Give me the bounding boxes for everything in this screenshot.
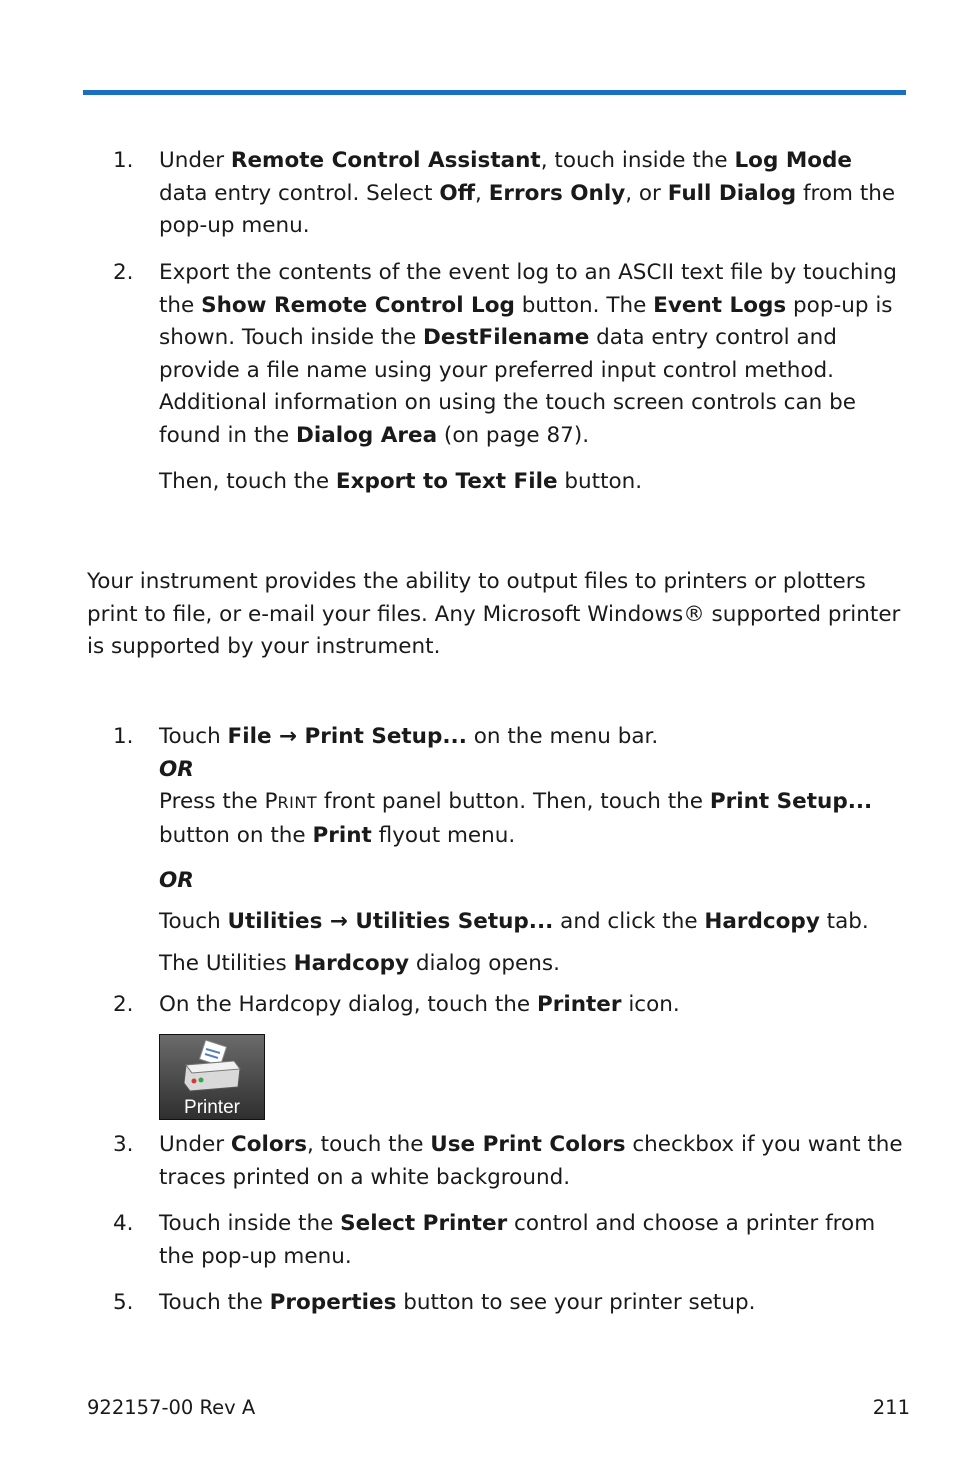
list-item-select-printer: Touch inside the Select Printer control and choose a printer from the pop-up menu. [159,1211,876,1269]
hardcopy-opens-text: The Utilities Hardcopy dialog opens. [159,951,560,976]
printer-button-label: Printer [184,1097,240,1118]
list-number: 5. [113,1290,134,1315]
list-number: 2. [113,260,134,285]
list-item-properties: Touch the Properties button to see your printer setup. [159,1290,756,1315]
list-item-printer-icon: On the Hardcopy dialog, touch the Printer icon. [159,992,680,1017]
list-item-export-log: Export the contents of the event log to an ASCII text file by touching the Show Remote Control Log button. The Event Logs pop-up is shown. Touch inside the DestFilename data entry control and provide a file name using your preferred input control method. Additional information on using the touch screen controls can be found in the Dialog Area (on page 87). [159,260,897,448]
footer-page-number: 211 [872,1396,910,1419]
list-item-print-setup: Touch File → Print Setup... on the menu bar. OR Press the PRINT front panel button. Then, touch the Print Setup... button on the Print flyout menu. [159,724,873,848]
header-rule [83,90,906,95]
list-number: 1. [113,148,134,173]
intro-paragraph: Your instrument provides the ability to output files to printers or plotters print to file, or e-mail your files. Any Microsoft Windows® supported printer is supported by your instrument. [87,569,901,659]
list-number: 1. [113,724,134,749]
printer-icon [182,1039,242,1097]
list-number: 2. [113,992,134,1017]
export-then-text: Then, touch the Export to Text File button. [159,469,643,494]
list-number: 4. [113,1211,134,1236]
list-number: 3. [113,1132,134,1157]
utilities-instruction: Touch Utilities → Utilities Setup... and click the Hardcopy tab. [159,909,869,934]
footer-doc-id: 922157-00 Rev A [87,1396,256,1419]
printer-button [159,1034,265,1120]
list-item-print-colors: Under Colors, touch the Use Print Colors checkbox if you want the traces printed on a white background. [159,1132,903,1190]
or-separator: OR [159,868,194,893]
list-item-log-mode: Under Remote Control Assistant, touch inside the Log Mode data entry control. Select Off, Errors Only, or Full Dialog from the pop-up menu. [159,148,896,238]
